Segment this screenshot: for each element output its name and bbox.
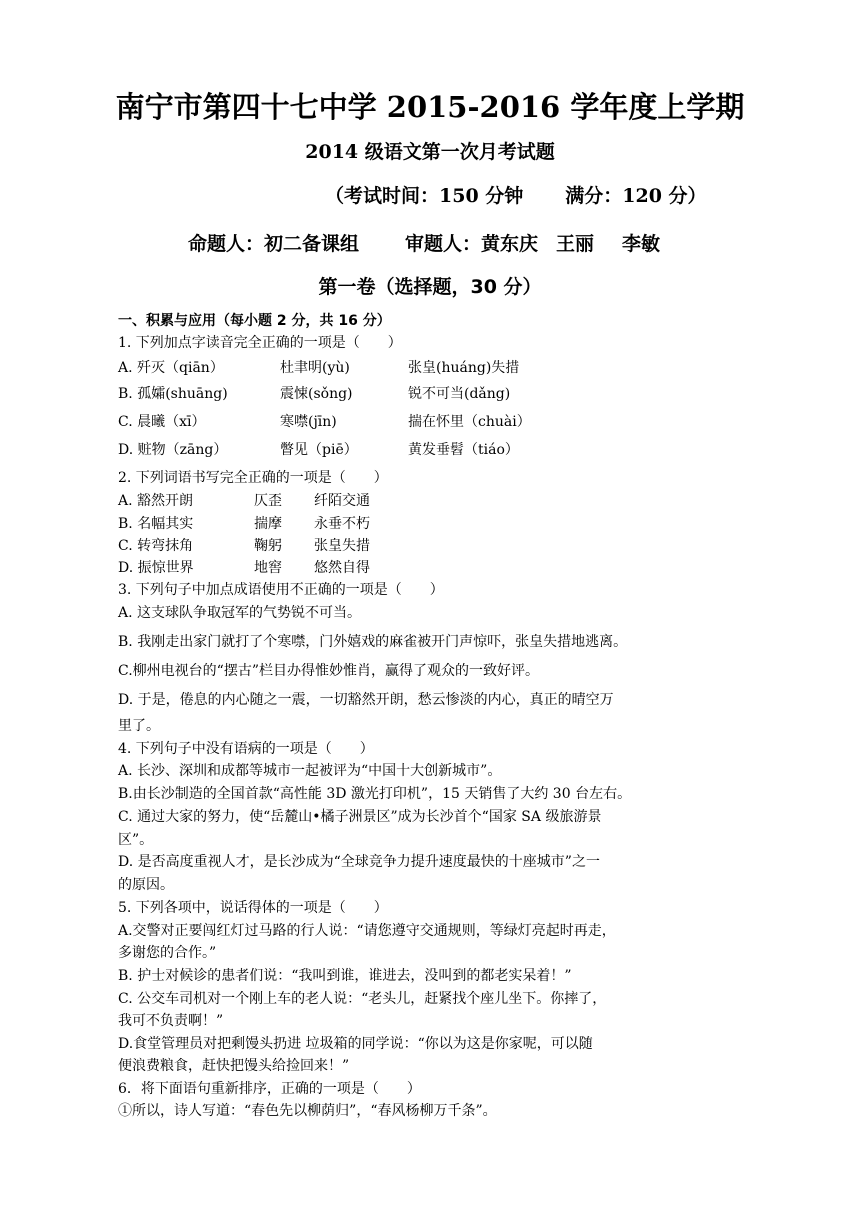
q4-option-b: B.由长沙制造的全国首款“高性能 3D 激光打印机”，15 天销售了大约 30 台左右。: [118, 786, 632, 802]
q1-a-3: 张皇(huáng)失措: [408, 360, 520, 376]
q1-stem: 1. 下列加点字读音完全正确的一项是（ ）: [118, 335, 402, 351]
q1-a-2: 杜聿明(yù): [280, 360, 350, 376]
reviewer-2: 王丽: [556, 233, 595, 255]
exam-time: （考试时间：150 分钟: [325, 185, 524, 207]
q5-option-c-line2: 我可不负责啊！”: [118, 1013, 224, 1029]
setter: 命题人：初二备课组: [188, 233, 360, 255]
q2-d-3: 悠然自得: [314, 560, 370, 576]
q2-c-1: C. 转弯抹角: [118, 538, 194, 554]
q1-b-3: 锐不可当(dǎng): [408, 386, 511, 402]
q2-b-2: 揣摩: [254, 516, 282, 532]
q1-d-2: 瞥见（piē）: [280, 442, 358, 458]
q2-a-2: 仄歪: [254, 493, 282, 509]
q5-option-b: B. 护士对候诊的患者们说：“我叫到谁，谁进去，没叫到的都老实呆着！”: [118, 968, 572, 984]
q2-c-3: 张皇失措: [314, 538, 370, 554]
q2-b-1: B. 名幅其实: [118, 516, 194, 532]
q6-sentence-1: ①所以，诗人写道：“春色先以柳荫归”，“春风杨柳万千条”。: [118, 1103, 497, 1119]
q2-stem: 2. 下列词语书写完全正确的一项是（ ）: [118, 470, 388, 486]
q6-stem: 6．将下面语句重新排序，正确的一项是（ ）: [118, 1081, 421, 1097]
q1-b-1: B. 孤孀(shuāng): [118, 386, 228, 402]
q1-c-2: 寒噤(jīn): [280, 414, 337, 430]
full-score: 满分：120 分）: [565, 185, 707, 207]
q4-option-c-line2: 区”。: [118, 832, 154, 848]
section-title: 第一卷（选择题，30 分）: [318, 276, 542, 298]
q4-option-a: A. 长沙、深圳和成都等城市一起被评为“中国十大创新城市”。: [118, 763, 502, 779]
q2-c-2: 鞠躬: [254, 538, 282, 554]
q5-stem: 5. 下列各项中，说话得体的一项是（ ）: [118, 900, 388, 916]
reviewer: 审题人：黄东庆: [405, 233, 539, 255]
q5-option-d-line1: D.食堂管理员对把剩馒头扔进 垃圾箱的同学说：“你以为这是你家呢，可以随: [118, 1036, 593, 1052]
q4-option-c-line1: C. 通过大家的努力，使“岳麓山•橘子洲景区”成为长沙首个“国家 SA 级旅游景: [118, 809, 602, 825]
part-title: 一、积累与应用（每小题 2 分，共 16 分）: [118, 313, 391, 329]
q4-stem: 4. 下列句子中没有语病的一项是（ ）: [118, 741, 374, 757]
q1-b-2: 震悚(sǒng): [280, 386, 353, 402]
q5-option-a-line2: 多谢您的合作。”: [118, 945, 217, 961]
q5-option-c-line1: C. 公交车司机对一个刚上车的老人说：“老头儿，赶紧找个座儿坐下。你摔了，: [118, 991, 607, 1007]
q2-d-2: 地窖: [254, 560, 282, 576]
q2-a-1: A. 豁然开朗: [118, 493, 194, 509]
q3-option-d-line1: D. 于是，倦息的内心随之一震，一切豁然开朗，愁云惨淡的内心，真正的晴空万: [118, 692, 614, 708]
reviewer-3: 李敏: [622, 233, 661, 255]
page-subtitle: 2014 级语文第一次月考试题: [305, 141, 555, 163]
q4-option-d-line2: 的原因。: [118, 877, 174, 893]
q3-option-d-line2: 里了。: [118, 718, 160, 734]
page-title: 南宁市第四十七中学 2015-2016 学年度上学期: [115, 90, 745, 124]
q1-d-3: 黄发垂髫（tiáo）: [408, 442, 519, 458]
q3-option-b: B. 我刚走出家门就打了个寒噤，门外嬉戏的麻雀被开门声惊吓，张皇失措地逃离。: [118, 634, 628, 650]
q2-d-1: D. 振惊世界: [118, 560, 194, 576]
q3-option-c: C.柳州电视台的“摆古”栏目办得惟妙惟肖，赢得了观众的一致好评。: [118, 663, 539, 679]
exam-info: [325, 181, 707, 208]
q5-option-d-line2: 便浪费粮食，赶快把馒头给捡回来！”: [118, 1058, 350, 1074]
q1-c-1: C. 晨曦（xī）: [118, 414, 206, 430]
q2-b-3: 永垂不朽: [314, 516, 370, 532]
authors-line: [188, 229, 660, 256]
q1-c-3: 揣在怀里（chuài）: [408, 414, 531, 430]
q3-option-a: A. 这支球队争取冠军的气势锐不可当。: [118, 605, 362, 621]
q2-a-3: 纤陌交通: [314, 493, 370, 509]
q1-d-1: D. 赃物（zāng）: [118, 442, 228, 458]
q4-option-d-line1: D. 是否高度重视人才，是长沙成为“全球竞争力提升速度最快的十座城市”之一: [118, 854, 600, 870]
q1-a-1: A. 歼灭（qiān）: [118, 360, 224, 376]
q5-option-a-line1: A.交警对正要闯红灯过马路的行人说：“请您遵守交通规则，等绿灯亮起时再走，: [118, 923, 616, 939]
q3-stem: 3. 下列句子中加点成语使用不正确的一项是（ ）: [118, 582, 444, 598]
